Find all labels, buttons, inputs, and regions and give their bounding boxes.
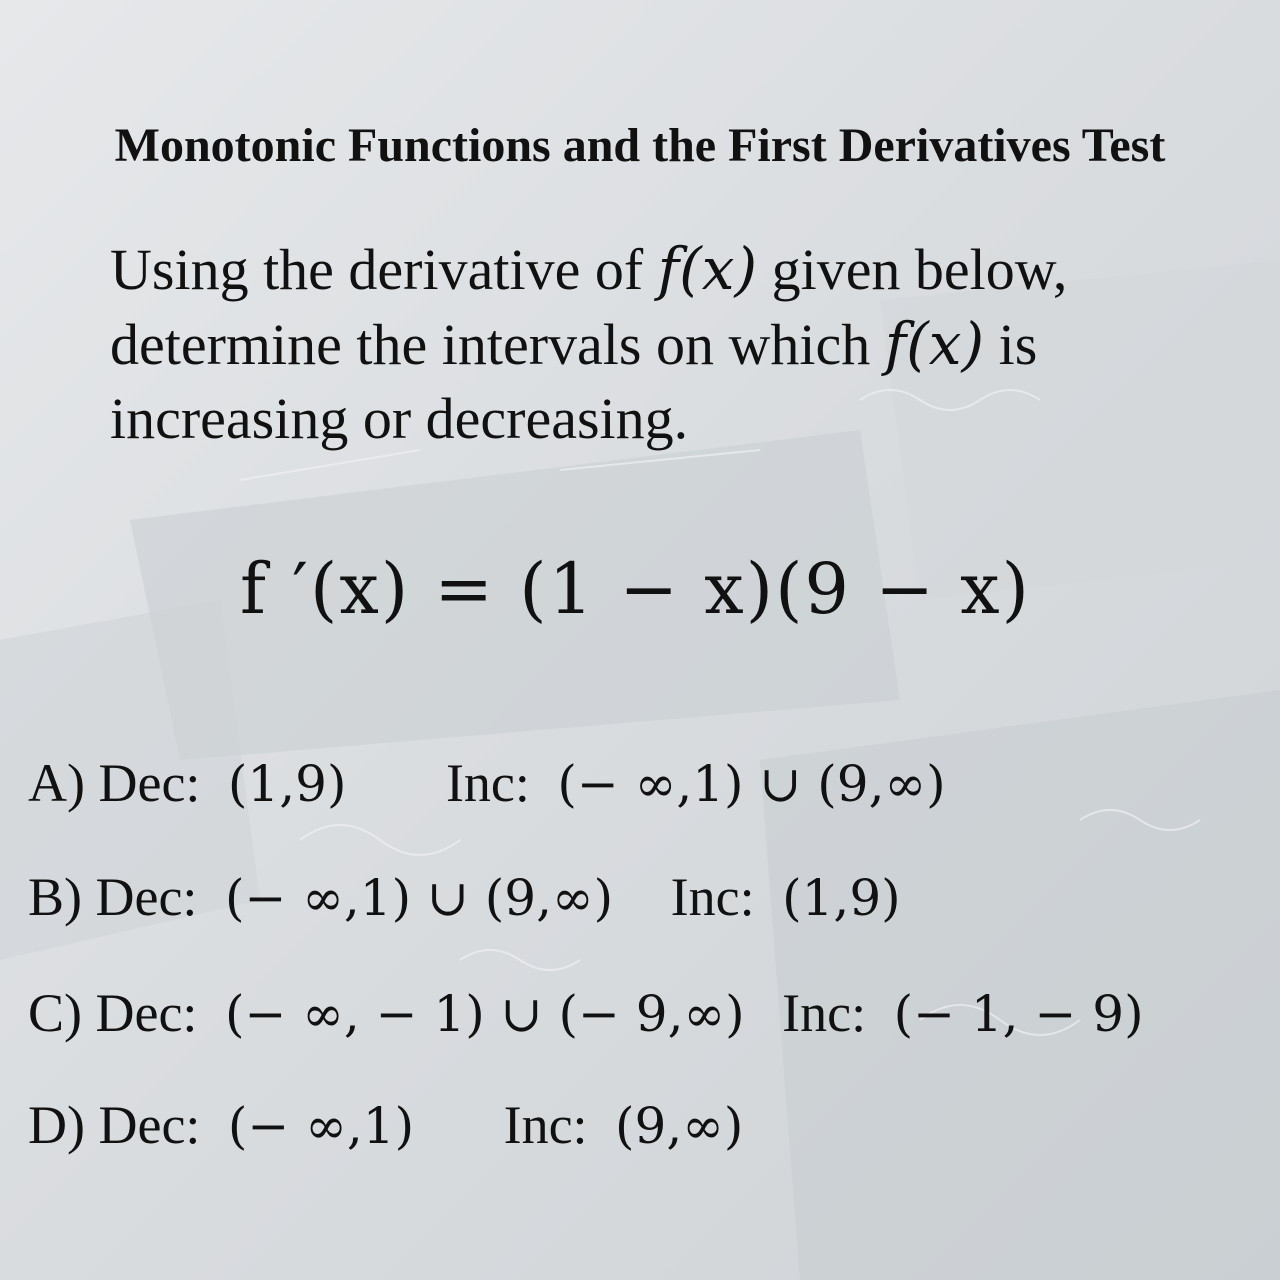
increasing-interval: (1,9): [782, 869, 901, 927]
choice-label: C) Dec:: [28, 983, 198, 1043]
choice-label: A) Dec:: [28, 753, 201, 813]
derivative-formula: f ′(x) = (1 − x)(9 − x): [240, 548, 1031, 630]
increasing-label: Inc:: [670, 867, 755, 927]
page-title: Monotonic Functions and the First Derivatives Test: [114, 119, 1166, 172]
increasing-label: Inc:: [503, 1095, 588, 1155]
increasing-interval: (9,∞): [615, 1097, 744, 1155]
answer-choice-d[interactable]: [28, 1094, 743, 1156]
answer-choice-a[interactable]: [28, 752, 946, 814]
prompt-text: given below,: [757, 237, 1068, 302]
choice-label: D) Dec:: [28, 1095, 201, 1155]
answer-choice-c[interactable]: [28, 982, 1144, 1044]
prompt-line-1: [110, 232, 1220, 307]
choice-label: B) Dec:: [28, 867, 198, 927]
answer-choice-b[interactable]: [28, 866, 901, 928]
increasing-interval: (− ∞,1) ∪ (9,∞): [557, 755, 946, 813]
increasing-label: Inc:: [782, 983, 867, 1043]
decreasing-interval: (− ∞, − 1) ∪ (− 9,∞): [224, 985, 745, 1043]
prompt-text: determine the intervals on which: [110, 312, 885, 377]
function-symbol: f(x): [884, 310, 985, 378]
decreasing-interval: (− ∞,1): [227, 1097, 415, 1155]
decreasing-interval: (− ∞,1) ∪ (9,∞): [224, 869, 614, 927]
prompt-line-2: [110, 307, 1220, 382]
prompt-line-3: increasing or decreasing.: [110, 386, 689, 451]
decreasing-interval: (1,9): [227, 755, 347, 813]
prompt-text: is: [984, 312, 1038, 377]
question-prompt: [110, 232, 1220, 456]
function-symbol: f(x): [657, 235, 758, 303]
increasing-label: Inc:: [445, 753, 530, 813]
increasing-interval: (− 1, − 9): [893, 985, 1144, 1043]
prompt-text: Using the derivative of: [110, 237, 658, 302]
